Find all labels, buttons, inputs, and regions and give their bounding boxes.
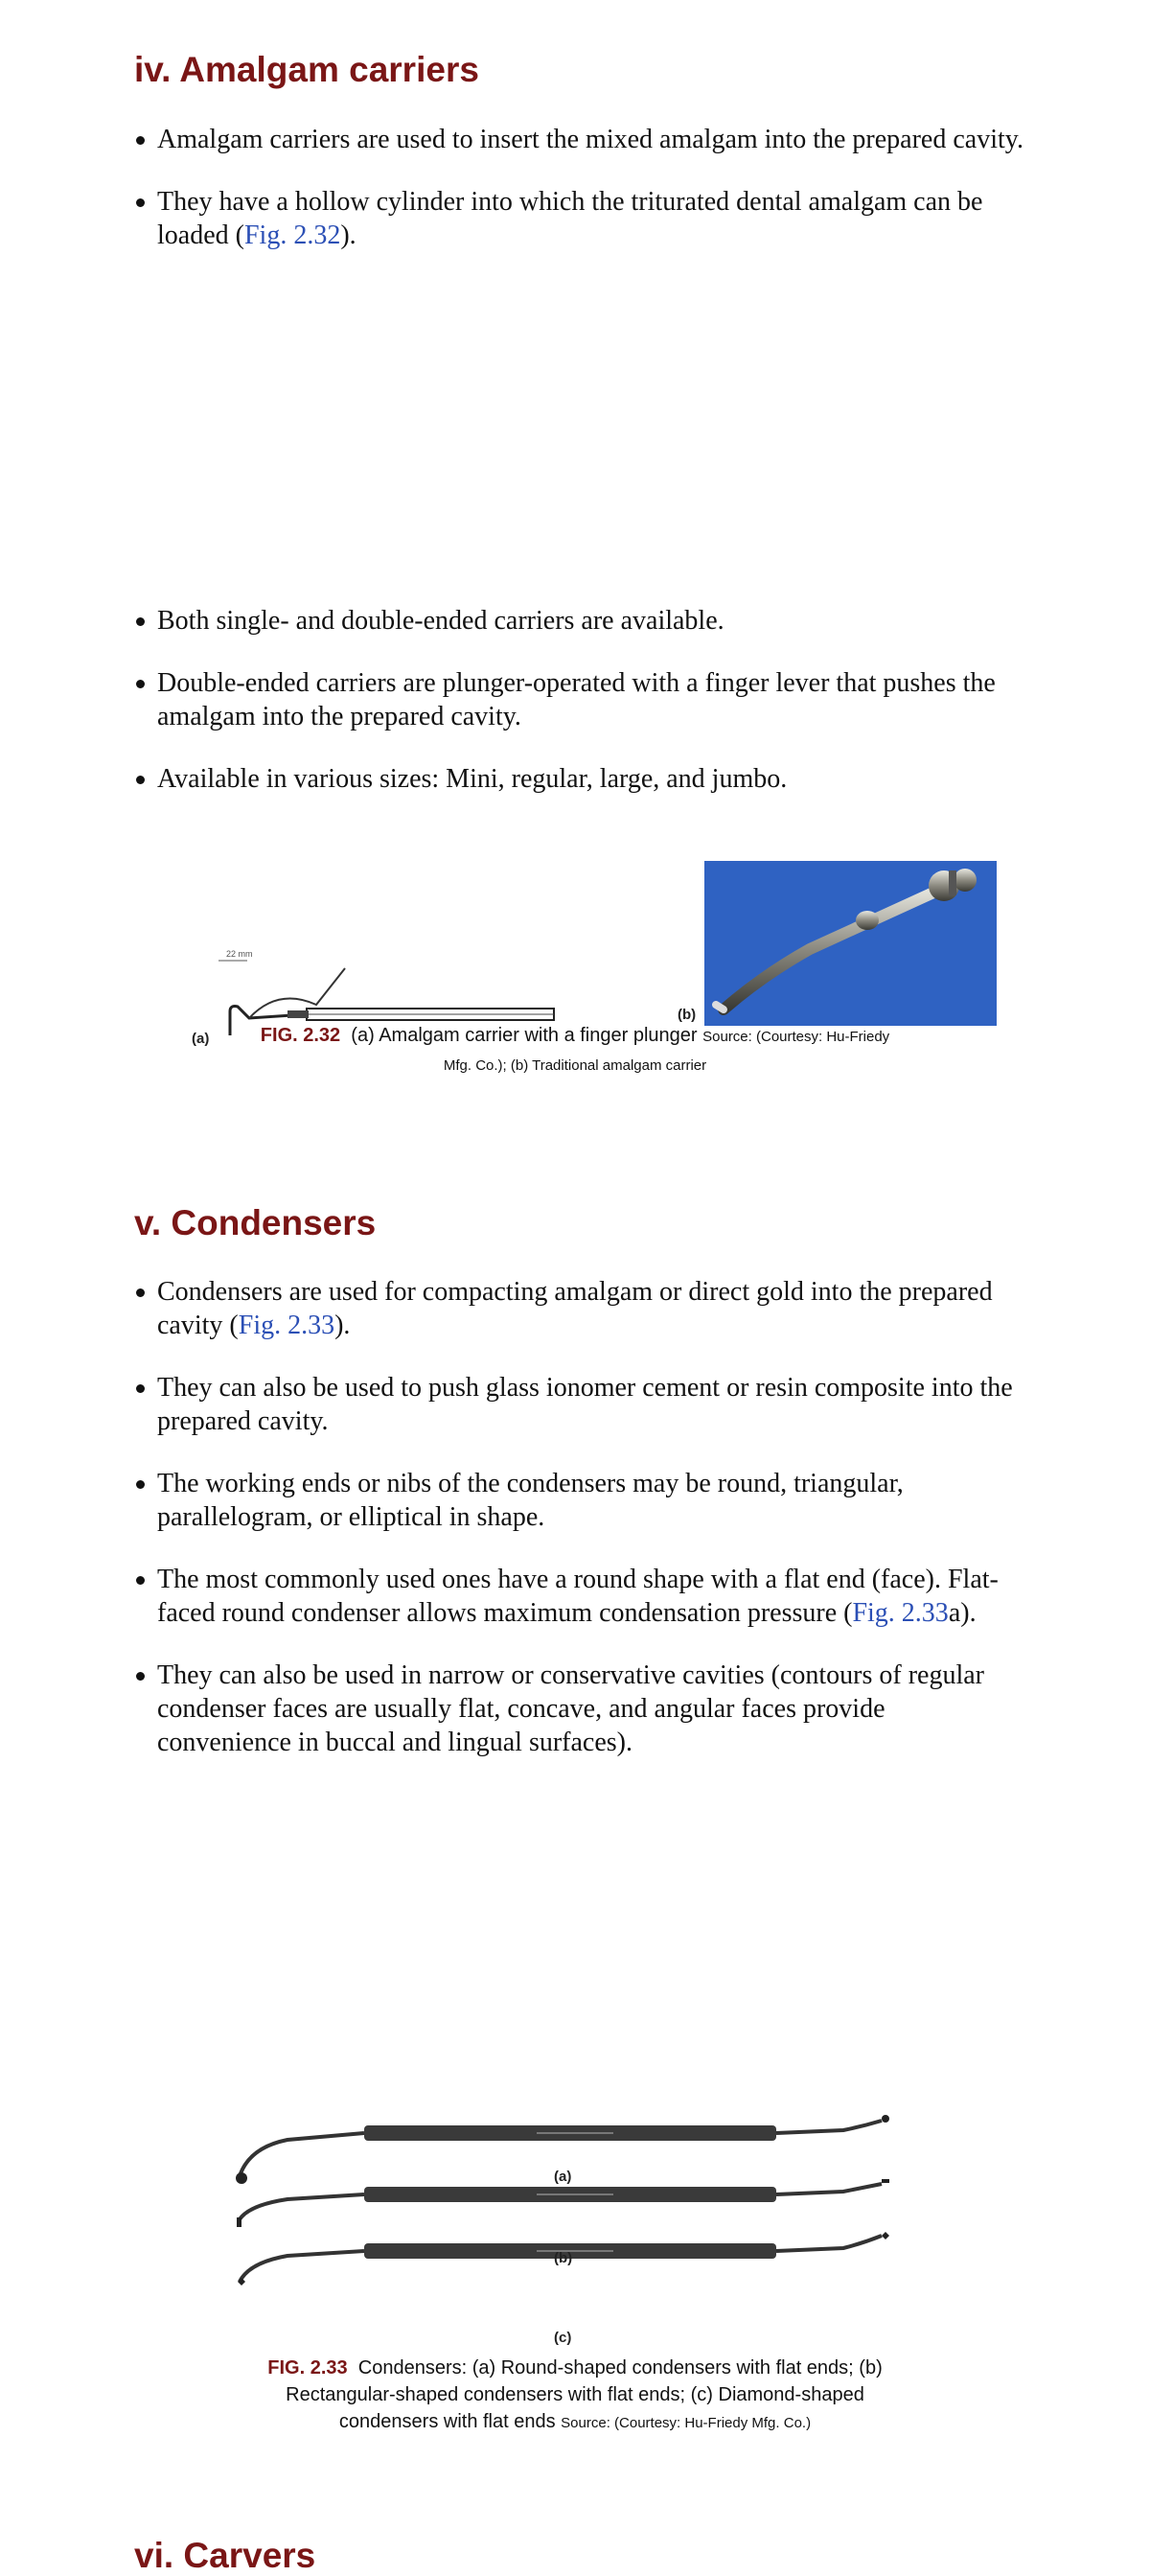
list-item <box>134 1563 1025 1630</box>
bullet-text: They can also be used to push glass ionomer cement or resin composite into the prepared cavity. <box>157 1373 1013 1436</box>
scale-label: 22 mm <box>226 949 253 959</box>
figure-sublabel-b: (b) <box>678 1007 697 1023</box>
list-item <box>134 1467 1025 1534</box>
figure-sublabel-b: (b) <box>554 2250 573 2266</box>
section-heading-amalgam-carriers: iv. Amalgam carriers <box>134 50 479 89</box>
condensers-figure <box>230 2109 920 2344</box>
figure-link[interactable]: Fig. 2.33 <box>852 1598 949 1628</box>
list-item <box>134 762 1025 796</box>
bullet-text: Condensers are used for compacting amalgam or direct gold into the prepared cavity ( <box>157 1277 993 1340</box>
bullet-text: Available in various sizes: Mini, regular, large, and jumbo. <box>157 764 788 794</box>
list-item <box>134 604 1025 638</box>
list-item <box>134 666 1025 733</box>
figure-sublabel-a: (a) <box>192 1031 210 1047</box>
figure-label: FIG. 2.32 <box>260 1025 341 1046</box>
figure-link[interactable]: Fig. 2.32 <box>243 220 341 250</box>
bullet-text: The working ends or nibs of the condensers may be round, triangular, parallelogram, or elliptical in shape. <box>157 1469 904 1532</box>
figure-sublabel-c: (c) <box>554 2330 572 2346</box>
condensers-bullets <box>134 1275 1025 1788</box>
figure-caption-2-33 <box>240 2355 910 2437</box>
bullet-text: They can also be used in narrow or conservative cavities (contours of regular condenser faces are usually flat, concave, and angular faces provide convenience in buccal and lingual surfaces). <box>157 1660 985 1757</box>
caption-source: Source: (Courtesy: Hu-Friedy Mfg. Co.); (b) Traditional amalgam carrier <box>443 1029 890 1074</box>
figure-label: FIG. 2.33 <box>267 2357 348 2379</box>
bullet-text-end: ). <box>340 220 356 250</box>
bullet-text: They have a hollow cylinder into which the triturated dental amalgam can be loaded ( <box>157 187 983 250</box>
list-item <box>134 1371 1025 1438</box>
bullet-text: Both single- and double-ended carriers are available. <box>157 606 724 636</box>
section-heading-condensers: v. Condensers <box>134 1203 377 1242</box>
traditional-amalgam-carrier-photo <box>704 861 997 1026</box>
list-item <box>134 123 1025 156</box>
caption-text: (a) Amalgam carrier with a finger plunger <box>351 1025 698 1046</box>
caption-text: Condensers: (a) Round-shaped condensers with flat ends; (b) Rectangular-shaped condensers with flat ends; (c) Diamond-shaped condensers with flat ends <box>286 2357 883 2432</box>
bullet-text: Amalgam carriers are used to insert the mixed amalgam into the prepared cavity. <box>157 125 1024 154</box>
condenser-b <box>237 2179 889 2227</box>
figure-sublabel-a: (a) <box>554 2169 572 2185</box>
amalgam-carriers-bullets-top <box>134 123 1025 281</box>
figure-caption-2-32 <box>249 1022 901 1079</box>
list-item <box>134 185 1025 252</box>
bullet-text-end: a). <box>948 1598 977 1628</box>
bullet-text: Double-ended carriers are plunger-operated with a finger lever that pushes the amalgam into the prepared cavity. <box>157 668 996 731</box>
list-item <box>134 1659 1025 1759</box>
bullet-text-end: ). <box>334 1311 351 1340</box>
caption-source: Source: (Courtesy: Hu-Friedy Mfg. Co.) <box>561 2415 812 2431</box>
section-heading-carvers: vi. Carvers <box>134 2536 316 2575</box>
amalgam-carriers-bullets-bottom <box>134 604 1025 824</box>
list-item <box>134 1275 1025 1342</box>
figure-link[interactable]: Fig. 2.33 <box>238 1311 335 1340</box>
bullet-text: The most commonly used ones have a round shape with a flat end (face). Flat-faced round condenser allows maximum condensation pressure ( <box>157 1565 999 1628</box>
